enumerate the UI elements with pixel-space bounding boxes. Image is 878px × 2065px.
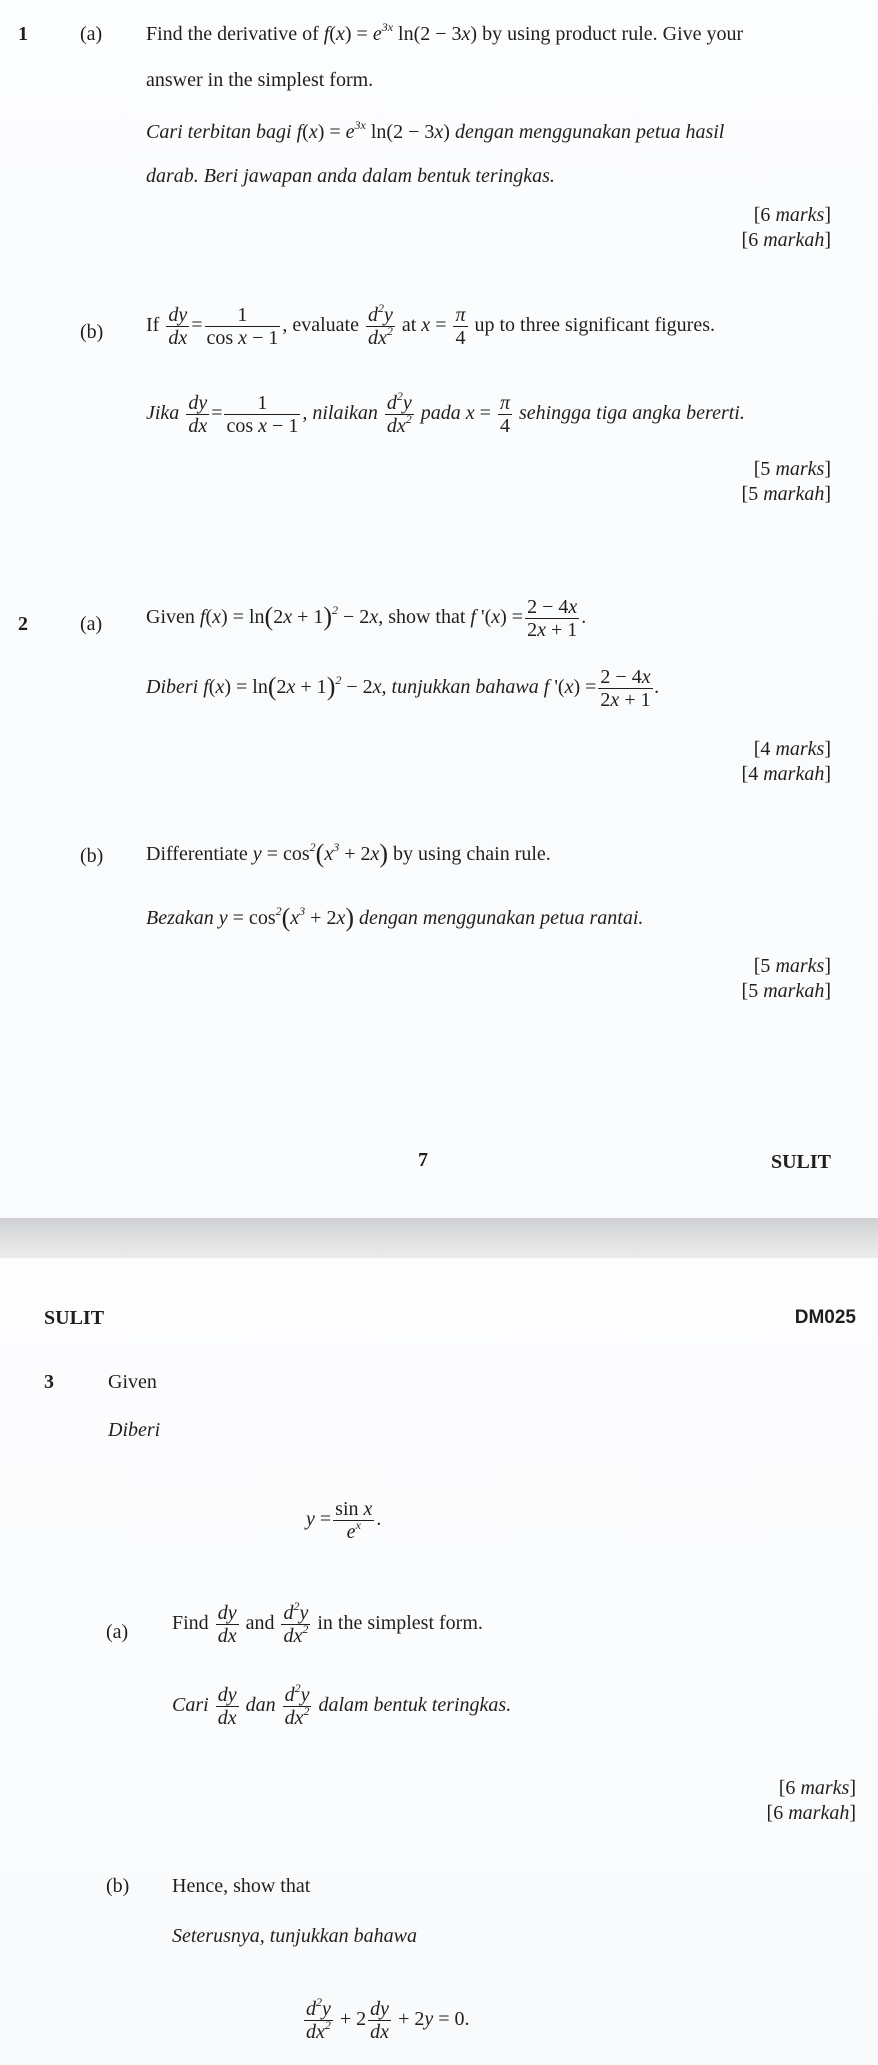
q2a-label: (a) — [80, 613, 103, 635]
q3-given-malay: Diberi — [108, 1419, 161, 1441]
q3b-equation: $\frac{d^2y}{dx^2}$ + 2 $\frac{dy}{dx}$ + 2y = 0. — [306, 1995, 470, 2043]
q2a-english-line: Given $f(x) = \ln(2x + 1)^2 - 2x$, show that f '(x) = $\frac{2 - 4x}{2x + 1}$ . — [146, 596, 587, 641]
q1a-marks: [6 marks] — [753, 204, 831, 226]
q1a-label: (a) — [80, 23, 103, 45]
q2a-markah: [4 markah] — [741, 763, 831, 785]
q3-given-english: Given — [108, 1371, 157, 1393]
page-separator — [0, 1218, 878, 1258]
q3a-marks: [6 marks] — [778, 1777, 856, 1799]
q2b-markah: [5 markah] — [741, 980, 831, 1002]
q3a-malay-line: Cari $\frac{dy}{dx}$ dan $\frac{d^2y}{dx^2}$ dalam bentuk teringkas. — [172, 1681, 512, 1729]
q3b-malay-line: Seterusnya, tunjukkan bahawa — [172, 1925, 417, 1947]
q2a-malay-line: Diberi $f(x) = \ln(2x + 1)^2 - 2x$, tunjukkan bahawa f '(x) = $\frac{2 - 4x}{2x + 1}$ . — [146, 666, 660, 711]
q3a-english-line: Find $\frac{dy}{dx}$ and $\frac{d^2y}{dx^2}$ in the simplest form. — [172, 1599, 483, 1647]
q2b-malay-line: Bezakan $y = \cos^2(x^3 + 2x)$ dengan menggunakan petua rantai. — [146, 903, 644, 932]
q1b-marks: [5 marks] — [753, 458, 831, 480]
question-number-3: 3 — [44, 1371, 54, 1393]
exam-page-8 — [0, 1258, 878, 2065]
q1a-malay-line-2: darab. Beri jawapan anda dalam bentuk teringkas. — [146, 165, 555, 187]
q3b-english-line: Hence, show that — [172, 1875, 311, 1897]
q1a-malay-line-1: Cari terbitan bagi $f(x) = e^{3x}$ ln(2 − 3x) dengan menggunakan petua hasil — [146, 118, 725, 143]
page-number: 7 — [418, 1149, 428, 1171]
question-number-2: 2 — [18, 613, 28, 635]
q3b-label: (b) — [106, 1875, 130, 1897]
q1a-english-line-2: answer in the simplest form. — [146, 69, 374, 91]
question-number-1: 1 — [18, 23, 28, 45]
q2a-marks: [4 marks] — [753, 738, 831, 760]
q2b-label: (b) — [80, 845, 104, 867]
footer-classification: SULIT — [770, 1151, 831, 1173]
q3a-label: (a) — [106, 1621, 129, 1643]
q3a-markah: [6 markah] — [766, 1802, 856, 1824]
q2b-english-line: Differentiate $y = \cos^2(x^3 + 2x)$ by using chain rule. — [146, 839, 551, 868]
q1b-markah: [5 markah] — [741, 483, 831, 505]
course-code: DM025 — [794, 1307, 856, 1328]
q1b-malay-line: Jika $\frac{dy}{dx}$ = $\frac{1}{\text{cos x − 1}}$ , nilaikan $\frac{d^2y}{dx^2}$ pada x = $\frac{\pi}{4}$ sehingga tiga angka bererti. — [146, 389, 745, 437]
q2b-marks: [5 marks] — [753, 955, 831, 977]
q1a-markah: [6 markah] — [741, 229, 831, 251]
header-classification: SULIT — [44, 1307, 105, 1329]
q1a-english-line-1: Find the derivative of $f(x) = e^{3x}$ ln(2 − 3x) by using product rule. Give your — [146, 20, 744, 45]
q1b-label: (b) — [80, 321, 104, 343]
q1a-function: $f(x) = e^{3x}$ ln(2 − 3x) — [323, 20, 478, 45]
q1b-english-line: If $\frac{dy}{dx}$ = $\frac{1}{\text{cos x − 1}}$ , evaluate $\frac{d^2y}{dx^2}$ at x = $\frac{\pi}{4}$ up to three significant figures. — [146, 301, 715, 349]
q3-function: y = $\frac{\text{sin x}}{e^x}$ . — [306, 1498, 382, 1543]
